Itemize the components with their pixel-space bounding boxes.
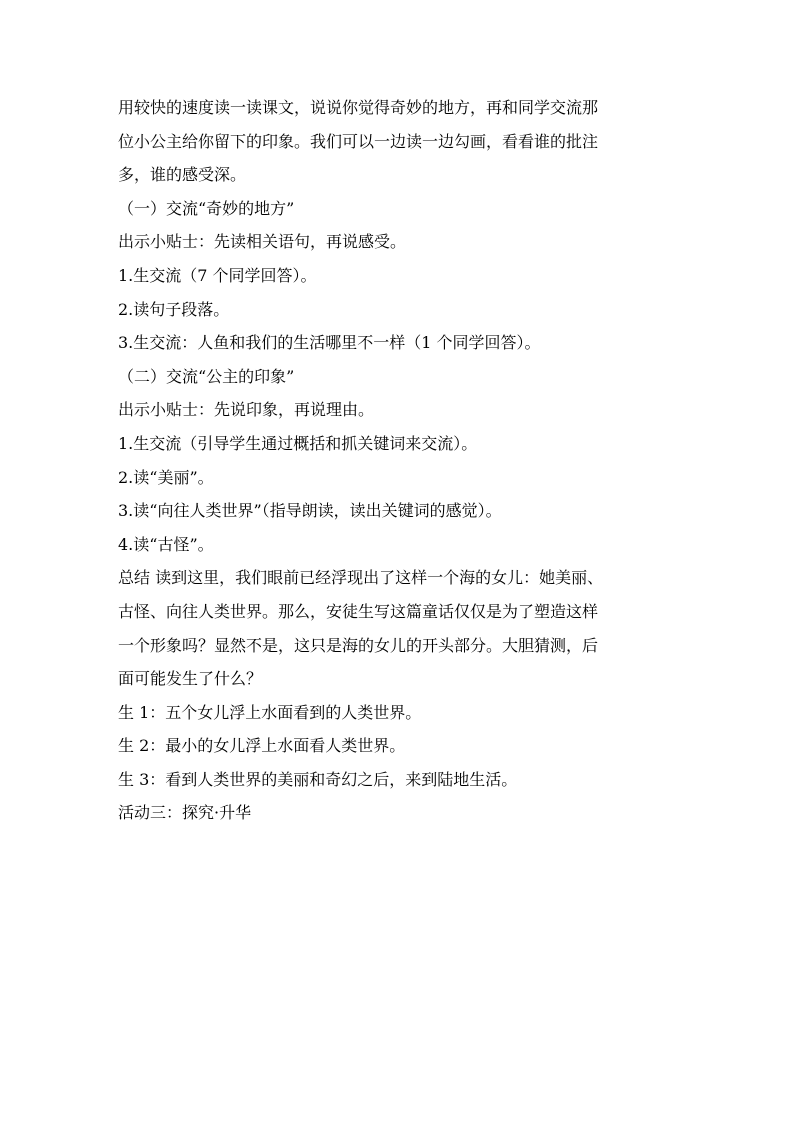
student-answer: 生 2：最小的女儿浮上水面看人类世界。: [118, 736, 406, 756]
document-body: [118, 98, 678, 837]
student-answer: 生 3：看到人类世界的美丽和奇幻之后，来到陆地生活。: [118, 769, 518, 789]
text-line: 位小公主给你留下的印象。我们可以一边读一边勾画，看看谁的批注: [118, 131, 599, 151]
text-line: 总结 读到这里，我们眼前已经浮现出了这样一个海的女儿：她美丽、: [118, 568, 604, 588]
section-heading: （二）交流“公主的印象”: [118, 366, 295, 386]
text-line: 多，谁的感受深。: [118, 165, 247, 185]
list-item: 2.读“美丽”。: [118, 467, 214, 487]
text-line: 出示小贴士：先说印象，再说理由。: [118, 400, 375, 420]
text-line: 用较快的速度读一读课文，说说你觉得奇妙的地方，再和同学交流那: [118, 98, 599, 117]
list-item: 2.读句子段落。: [118, 299, 230, 319]
text-line: 面可能发生了什么？: [118, 669, 263, 689]
list-item: 4.读“古怪”。: [118, 534, 214, 554]
text-line: 古怪、向往人类世界。那么，安徒生写这篇童话仅仅是为了塑造这样: [118, 601, 599, 621]
list-item: 1.生交流（引导学生通过概括和抓关键词来交流）。: [118, 433, 478, 453]
list-item: 3.读“向往人类世界”（指导朗读，读出关键词的感觉）。: [118, 501, 502, 521]
student-answer: 生 1：五个女儿浮上水面看到的人类世界。: [118, 702, 422, 722]
text-line: 一个形象吗？显然不是，这只是海的女儿的开头部分。大胆猜测，后: [118, 635, 599, 655]
list-item: 3.生交流：人鱼和我们的生活哪里不一样（1 个同学回答）。: [118, 333, 541, 353]
text-line: 出示小贴士：先读相关语句，再说感受。: [118, 232, 407, 252]
list-item: 1.生交流（7 个同学回答）。: [118, 265, 317, 285]
activity-heading: 活动三：探究·升华: [118, 803, 252, 823]
section-heading: （一）交流“奇妙的地方”: [118, 198, 295, 218]
